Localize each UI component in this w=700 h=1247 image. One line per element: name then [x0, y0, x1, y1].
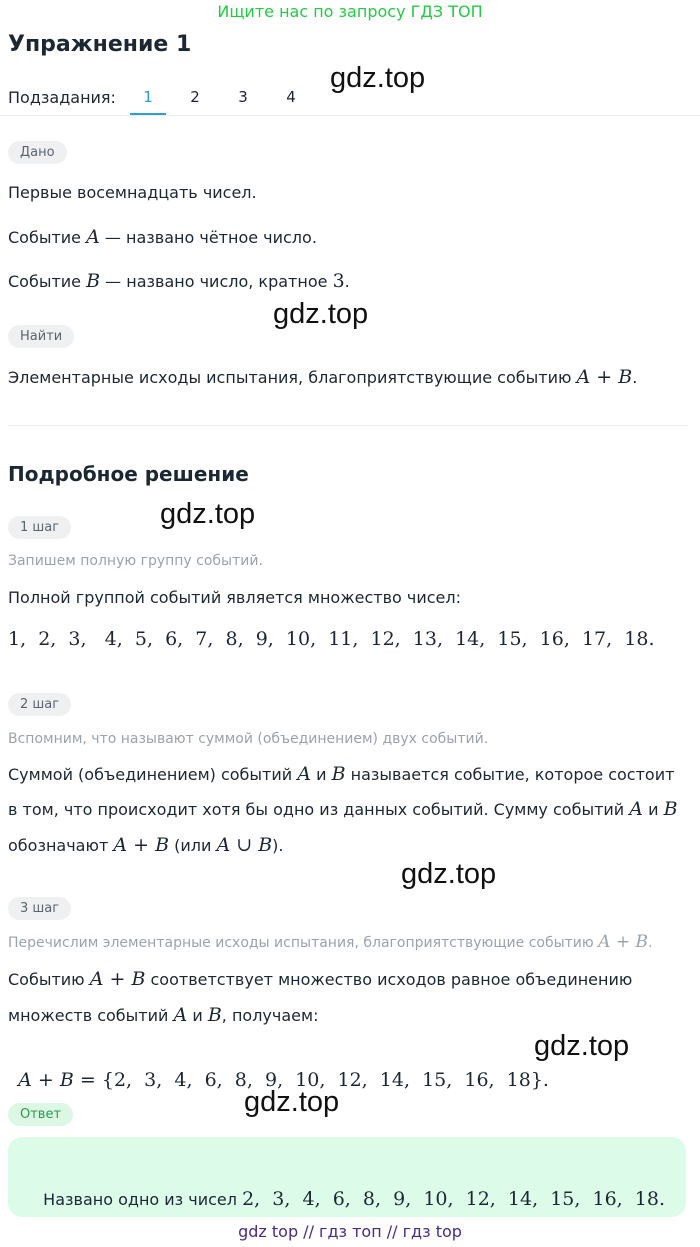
search-banner: Ищите нас по запросу ГДЗ ТОП [217, 2, 483, 21]
watermark: gdz.top [330, 62, 426, 94]
step-1-hint: Запишем полную группу событий. [8, 553, 263, 569]
given-line-2: Событие A — названо чётное число. [8, 226, 317, 248]
step-3-line-1: Событию A + B соответствует множество исходов равное объединению [8, 968, 633, 990]
step-2-line-3: обозначают A + B (или A ∪ B). [8, 834, 284, 856]
step-1-formula: 1, 2, 3, 4, 5, 6, 7, 8, 9, 10, 11, 12, 13, 14, 15, 16, 17, 18. [8, 628, 655, 650]
step-2-line-2: в том, что происходит хотя бы одно из данных событий. Сумму событий A и B [8, 798, 678, 820]
step-1-badge: 1 шаг [8, 516, 71, 539]
given-line-3: Событие B — названо число, кратное 3. [8, 270, 350, 292]
exercise-title: Упражнение 1 [8, 32, 192, 57]
step-2-line-1: Суммой (объединением) событий A и B называется событие, которое состоит [8, 763, 675, 785]
step-3-line-2: множеств событий A и B, получаем: [8, 1004, 319, 1026]
step-3-badge: 3 шаг [8, 897, 71, 920]
watermark: gdz.top [160, 498, 256, 530]
answer-text: Названо одно из чисел 2, 3, 4, 6, 8, 9, 10, 12, 14, 15, 16, 18. [43, 1188, 666, 1210]
solution-title: Подробное решение [8, 462, 249, 486]
tab-subtask-3[interactable]: 3 [238, 88, 248, 106]
tab-subtask-4[interactable]: 4 [286, 88, 296, 106]
find-badge: Найти [8, 325, 74, 348]
step-3-formula: A + B = {2, 3, 4, 6, 8, 9, 10, 12, 14, 15, 16, 18}. [18, 1069, 549, 1091]
find-line: Элементарные исходы испытания, благоприятствующие событию A + B. [8, 366, 638, 388]
section-divider [8, 425, 688, 426]
watermark: gdz.top [244, 1086, 340, 1118]
given-line-1: Первые восемнадцать чисел. [8, 183, 257, 202]
step-3-hint: Перечислим элементарные исходы испытания, благоприятствующие событию A + B. [8, 932, 653, 952]
answer-badge: Ответ [8, 1103, 73, 1126]
watermark: gdz.top [401, 858, 497, 890]
watermark: gdz.top [273, 298, 369, 330]
footer-links: gdz top // гдз топ // гдз top [238, 1222, 462, 1241]
step-2-hint: Вспомним, что называют суммой (объединением) двух событий. [8, 731, 489, 747]
given-badge: Дано [8, 141, 67, 164]
tab-subtask-1[interactable]: 1 [143, 88, 153, 106]
step-1-text: Полной группой событий является множество чисел: [8, 588, 461, 607]
step-2-badge: 2 шаг [8, 693, 71, 716]
watermark: gdz.top [534, 1030, 630, 1062]
subtasks-label: Подзадания: [8, 88, 116, 107]
tabs-divider [0, 115, 700, 116]
tab-subtask-2[interactable]: 2 [190, 88, 200, 106]
